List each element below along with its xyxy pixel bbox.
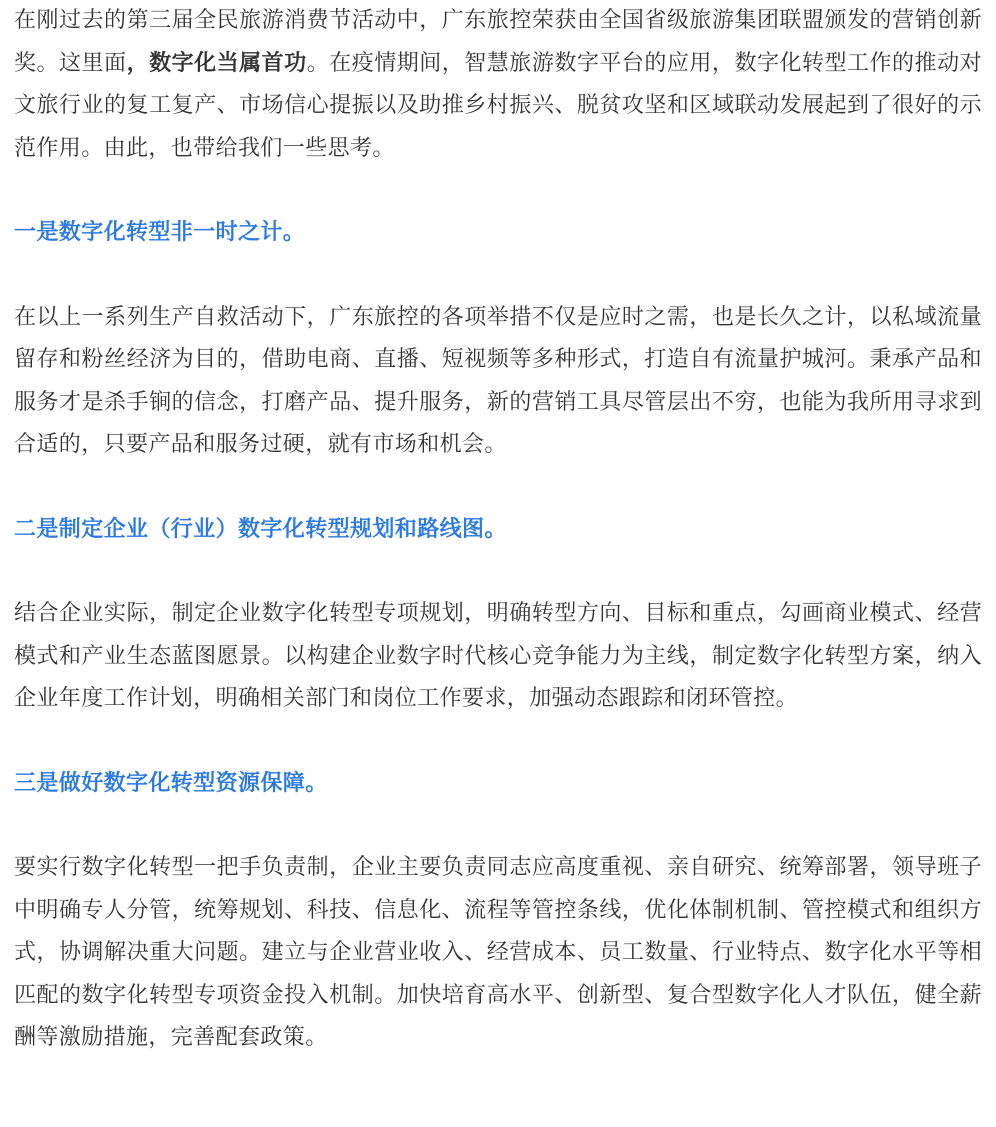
section-heading-2: 二是制定企业（行业）数字化转型规划和路线图。 xyxy=(14,516,507,542)
paragraph-spacer xyxy=(14,255,982,297)
section-heading-3: 三是做好数字化转型资源保障。 xyxy=(14,770,328,796)
paragraph-spacer xyxy=(14,551,982,593)
intro-text-part1: 在刚过去的第三届全民旅游消费节活动中，广东旅控荣获由全国省级旅游集团联盟颁发的营销创新奖。这里面 xyxy=(14,8,982,76)
paragraph-spacer xyxy=(14,467,982,509)
intro-paragraph xyxy=(14,0,982,170)
section-body-1: 在以上一系列生产自救活动下，广东旅控的各项举措不仅是应时之需，也是长久之计，以私域流量留存和粉丝经济为目的，借助电商、直播、短视频等多种形式，打造自有流量护城河。秉承产品和服务才是杀手锏的信念，打磨产品、提升服务，新的营销工具尽管层出不穷，也能为我所用寻求到合适的，只要产品和服务过硬，就有市场和机会。 xyxy=(14,304,982,457)
intro-text-part2: 。在疫情期间，智慧旅游数字平台的应用，数字化转型工作的推动对文旅行业的复工复产、市场信心提振以及助推乡村振兴、脱贫攻坚和区域联动发展起到了很好的示范作用。由此，也带给我们一些思考。 xyxy=(14,50,982,161)
paragraph-spacer xyxy=(14,805,982,847)
section-body-2: 结合企业实际，制定企业数字化转型专项规划，明确转型方向、目标和重点，勾画商业模式、经营模式和产业生态蓝图愿景。以构建企业数字时代核心竞争能力为主线，制定数字化转型方案，纳入企业年度工作计划，明确相关部门和岗位工作要求，加强动态跟踪和闭环管控。 xyxy=(14,601,982,711)
paragraph-spacer xyxy=(14,170,982,212)
intro-emphasis: ，数字化当属首功 xyxy=(126,50,307,76)
section-heading-1: 一是数字化转型非一时之计。 xyxy=(14,220,306,245)
paragraph-spacer xyxy=(14,721,982,763)
section-body-3: 要实行数字化转型一把手负责制，企业主要负责同志应高度重视、亲自研究、统筹部署，领导班子中明确专人分管，统筹规划、科技、信息化、流程等管控条线，优化体制机制、管控模式和组织方式，协调解决重大问题。建立与企业营业收入、经营成本、员工数量、行业特点、数字化水平等相匹配的数字化转型专项资金投入机制。加快培育高水平、创新型、复合型数字化人才队伍，健全薪酬等激励措施，完善配套政策。 xyxy=(14,855,982,1050)
